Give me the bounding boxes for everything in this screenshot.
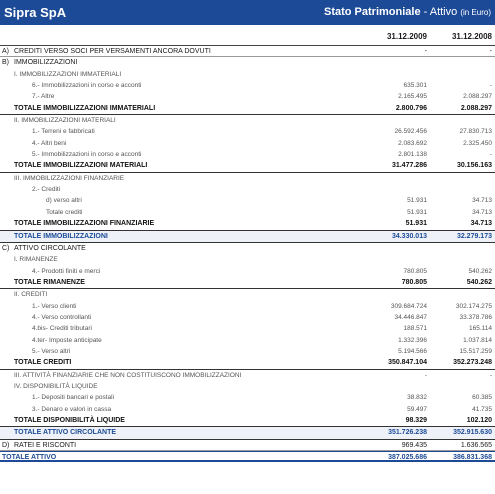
value-2009: 2.800.796 xyxy=(395,104,427,112)
table-row xyxy=(0,115,495,126)
row-key: A) xyxy=(2,48,9,55)
row-label: TOTALE ATTIVO xyxy=(2,454,57,462)
row-label: 4.- Altri beni xyxy=(32,139,67,147)
table-row xyxy=(0,440,495,451)
value-2008: 165.114 xyxy=(468,325,492,333)
table-row xyxy=(0,160,495,172)
value-2008: 2.088.297 xyxy=(463,93,492,101)
table-row xyxy=(0,195,495,206)
table-row xyxy=(0,126,495,137)
value-2008: 33.378.786 xyxy=(459,313,492,321)
row-label: TOTALE IMMOBILIZZAZIONI IMMATERIALI xyxy=(14,104,156,112)
table-row xyxy=(0,323,495,334)
value-2008: 27.830.713 xyxy=(459,128,492,136)
value-2009: 5.194.566 xyxy=(398,347,427,355)
title-bold: Stato Patrimoniale xyxy=(323,6,421,18)
value-2008: 1.636.565 xyxy=(460,441,492,449)
value-2008: 302.174.275 xyxy=(455,302,492,310)
row-label: CREDITI VERSO SOCI PER VERSAMENTI ANCORA DOVUTI xyxy=(14,48,211,55)
row-label: TOTALE IMMOBILIZZAZIONI xyxy=(14,232,108,240)
table-row xyxy=(0,91,495,102)
value-2009: - xyxy=(424,371,427,379)
value-2008: - xyxy=(489,48,492,55)
row-label: 4.bis- Crediti tributari xyxy=(32,325,92,333)
row-label: TOTALE RIMANENZE xyxy=(14,278,85,286)
row-label: 1.- Verso clienti xyxy=(32,302,77,310)
value-2009: 2.083.692 xyxy=(398,139,427,147)
value-2009: 34.446.847 xyxy=(394,313,427,321)
table-row xyxy=(0,370,495,381)
row-label: 1.- Depositi bancari e postali xyxy=(32,394,115,402)
row-label: II. IMMOBILIZZAZIONI MATERIALI xyxy=(14,117,116,125)
unit-label: (in Euro) xyxy=(460,8,491,17)
value-2008: - xyxy=(489,82,492,90)
value-2009: 780.805 xyxy=(401,278,427,286)
value-2008: 34.713 xyxy=(470,220,492,228)
row-label: 4.ter- Imposte anticipate xyxy=(32,336,102,344)
table-row xyxy=(0,451,495,462)
row-label: 3.- Denaro e valori in cassa xyxy=(32,405,112,413)
table-row xyxy=(0,357,495,369)
value-2008: 34.713 xyxy=(472,208,492,216)
value-2009: 2.165.495 xyxy=(398,93,427,101)
value-2008: - xyxy=(489,371,492,379)
value-2008: 1.037.814 xyxy=(463,336,492,344)
table-row xyxy=(0,335,495,346)
value-2009: 969.435 xyxy=(401,441,427,449)
table-row xyxy=(0,427,495,439)
row-label: IV. DISPONIBILITÀ LIQUIDE xyxy=(14,382,98,390)
row-label: 4.- Prodotti finiti e merci xyxy=(32,267,101,275)
row-label: Totale crediti xyxy=(46,208,83,216)
value-2008: 352.273.248 xyxy=(453,359,492,367)
table-row xyxy=(0,231,495,243)
value-2008: 32.279.173 xyxy=(456,232,492,240)
value-2009: 387.025.686 xyxy=(388,454,427,462)
row-label: I. RIMANENZE xyxy=(14,256,58,264)
table-row xyxy=(0,46,495,57)
value-2009: 38.832 xyxy=(407,394,427,402)
value-2009: - xyxy=(424,48,427,55)
value-2009: 351.726.238 xyxy=(388,429,427,437)
row-label: TOTALE CREDITI xyxy=(14,359,72,367)
row-label: TOTALE DISPONIBILITÀ LIQUIDE xyxy=(14,417,125,424)
row-label: 5.- Verso altri xyxy=(32,347,71,355)
table-row xyxy=(0,184,495,195)
row-label: RATEI E RISCONTI xyxy=(14,441,77,449)
value-2008: 386.831.368 xyxy=(453,454,492,462)
value-2008: 352.915.630 xyxy=(453,429,492,437)
row-label: 5.- Immobilizzazioni in corso e acconti xyxy=(32,151,142,159)
row-label: 6.- Immobilizzazioni in corso e acconti xyxy=(32,82,142,90)
table-row xyxy=(0,218,495,230)
row-key: D) xyxy=(2,441,10,449)
column-2009: 31.12.2009 xyxy=(386,32,427,41)
row-key: B) xyxy=(2,59,9,67)
table-row xyxy=(0,266,495,277)
value-2008: 540.262 xyxy=(468,267,492,275)
value-2009: 34.330.013 xyxy=(391,232,427,240)
table-row xyxy=(0,415,495,427)
row-label: d) verso altri xyxy=(46,197,82,205)
row-label: I. IMMOBILIZZAZIONI IMMATERIALI xyxy=(14,70,122,78)
column-headers xyxy=(0,30,495,46)
row-label: II. CREDITI xyxy=(14,291,48,299)
value-2008: 15.517.259 xyxy=(459,347,492,355)
value-2009: 2.801.138 xyxy=(398,151,427,159)
row-label: TOTALE IMMOBILIZZAZIONI FINANZIARIE xyxy=(14,220,155,228)
row-label: III. ATTIVITÀ FINANZIARIE CHE NON COSTITUISCONO IMMOBILIZZAZIONI xyxy=(14,371,242,379)
row-label: 1.- Terreni e fabbricati xyxy=(32,128,95,136)
table-row xyxy=(0,381,495,392)
row-label: IMMOBILIZZAZIONI xyxy=(14,59,78,67)
document-title xyxy=(324,6,491,18)
column-2008: 31.12.2008 xyxy=(451,32,492,41)
table-row xyxy=(0,173,495,184)
value-2009: 98.329 xyxy=(405,417,427,424)
table-row xyxy=(0,57,495,68)
value-2009: 31.477.286 xyxy=(391,162,427,170)
value-2008: 41.735 xyxy=(472,405,492,413)
value-2009: 51.931 xyxy=(405,220,427,228)
value-2009: 635.301 xyxy=(403,82,427,90)
value-2009: 350.847.104 xyxy=(388,359,427,367)
value-2009: 780.805 xyxy=(403,267,427,275)
value-2009: 26.592.456 xyxy=(394,128,427,136)
row-label: III. IMMOBILIZZAZIONI FINANZIARIE xyxy=(14,174,125,182)
table-row xyxy=(0,103,495,115)
table-row xyxy=(0,404,495,415)
table-row xyxy=(0,243,495,254)
value-2008: 34.713 xyxy=(472,197,492,205)
table-row xyxy=(0,254,495,265)
balance-sheet-table xyxy=(0,46,495,462)
value-2008: 2.088.297 xyxy=(460,104,492,112)
row-key: C) xyxy=(2,244,10,252)
report-header xyxy=(0,0,495,25)
row-label: TOTALE IMMOBILIZZAZIONI MATERIALI xyxy=(14,162,148,170)
value-2008: 60.385 xyxy=(472,394,492,402)
table-row xyxy=(0,149,495,160)
value-2009: 188.571 xyxy=(403,325,427,333)
row-label: 2.- Crediti xyxy=(32,186,61,194)
value-2008: 540.262 xyxy=(466,278,492,286)
value-2008: - xyxy=(489,151,492,159)
value-2009: 51.931 xyxy=(407,197,427,205)
table-row xyxy=(0,346,495,357)
table-row xyxy=(0,312,495,323)
value-2009: 309.684.724 xyxy=(390,302,427,310)
value-2008: 102.120 xyxy=(466,417,492,424)
value-2009: 51.931 xyxy=(407,208,427,216)
value-2009: 59.497 xyxy=(407,405,427,413)
title-rest: - Attivo xyxy=(420,6,458,18)
table-row xyxy=(0,392,495,403)
value-2008: 2.325.450 xyxy=(463,139,492,147)
table-row xyxy=(0,277,495,289)
row-label: ATTIVO CIRCOLANTE xyxy=(14,244,86,252)
row-label: 4.- Verso controllanti xyxy=(32,313,92,321)
table-row xyxy=(0,80,495,91)
row-label: 7.- Altre xyxy=(32,93,55,101)
table-row xyxy=(0,207,495,218)
table-row xyxy=(0,301,495,312)
value-2009: 1.332.396 xyxy=(398,336,427,344)
row-label: TOTALE ATTIVO CIRCOLANTE xyxy=(14,429,117,437)
value-2008: 30.156.163 xyxy=(456,162,492,170)
table-row xyxy=(0,69,495,80)
company-name: Sipra SpA xyxy=(4,5,67,20)
table-row xyxy=(0,138,495,149)
table-row xyxy=(0,289,495,300)
